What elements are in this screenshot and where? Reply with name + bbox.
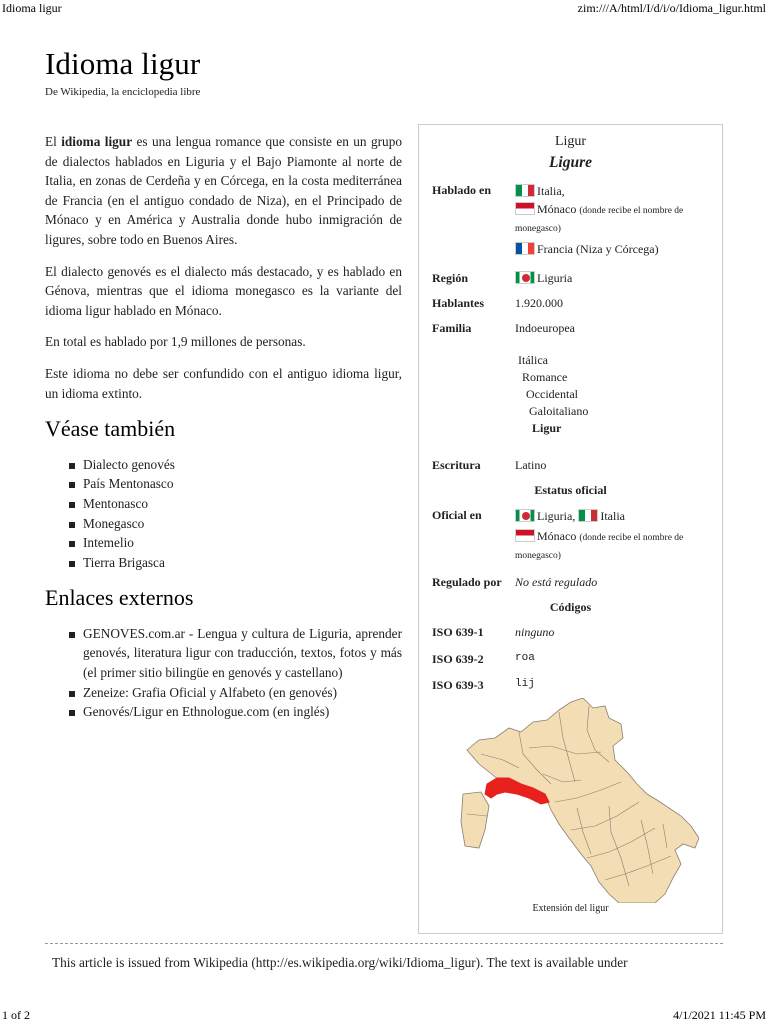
iso3-value[interactable]: lij	[515, 678, 535, 690]
family-label: Familia	[432, 321, 472, 335]
official-monaco[interactable]: Mónaco	[537, 529, 577, 543]
see-also-heading: Véase también	[45, 416, 176, 442]
region-label: Región	[432, 271, 468, 285]
map-caption: Extensión del ligur	[532, 903, 609, 914]
speakers-paragraph: En total es hablado por 1,9 millones de personas.	[45, 334, 306, 350]
spoken-in-monaco[interactable]: Mónaco	[537, 202, 577, 216]
lineage-romance[interactable]: Romance	[522, 370, 568, 384]
liguria-flag-icon	[515, 271, 535, 284]
official-in-value	[515, 508, 715, 564]
official-in-label: Oficial en	[432, 508, 482, 522]
liguria-map-image[interactable]	[459, 698, 699, 903]
official-italy[interactable]: Italia	[600, 509, 625, 523]
print-footer-datetime: 4/1/2021 11:45 PM	[673, 1008, 766, 1022]
spoken-in-monaco-note: (donde recibe el nombre de monegasco)	[515, 206, 684, 234]
iso1-label[interactable]: ISO 639-1	[432, 625, 484, 639]
print-footer-page: 1 of 2	[2, 1008, 30, 1022]
see-also-link[interactable]: Intemelio	[69, 533, 402, 553]
dialect-paragraph: El dialecto genovés es el dialecto más destacado, y es hablado en Génova, mientras que el idioma monegasco es la variante del idioma ligur hablado en Mónaco.	[45, 263, 402, 318]
infobox-native-name: Ligure	[548, 154, 593, 171]
monaco-flag-icon	[515, 529, 535, 542]
lineage-self: Ligur	[532, 421, 562, 435]
france-flag-icon	[515, 242, 535, 255]
italy-flag-icon	[578, 509, 598, 522]
external-link[interactable]: Zeneize: Grafia Oficial y Alfabeto (en genovés)	[69, 683, 402, 703]
iso2-label[interactable]: ISO 639-2	[432, 652, 484, 666]
official-monaco-note: (donde recibe el nombre de monegasco)	[515, 533, 684, 561]
see-also-link[interactable]: Dialecto genovés	[69, 455, 402, 475]
attribution-note: This article is issued from Wikipedia (http://es.wikipedia.org/wiki/Idioma_ligur). The text is available under	[52, 955, 628, 970]
lineage-italic[interactable]: Itálica	[518, 353, 548, 367]
intro-text-pre: El	[45, 134, 62, 149]
family-value[interactable]: Indoeuropea	[515, 321, 575, 335]
lineage-gallo-italic[interactable]: Galoitaliano	[529, 404, 589, 418]
spoken-in-label: Hablado en	[432, 183, 492, 197]
intro-bold-term: idioma ligur	[61, 134, 133, 149]
iso2-value[interactable]: roa	[515, 652, 535, 664]
external-links-heading: Enlaces externos	[45, 585, 194, 611]
see-also-link[interactable]: Monegasco	[69, 514, 402, 534]
see-also-link[interactable]: Tierra Brigasca	[69, 553, 402, 573]
print-header-title: Idioma ligur	[2, 1, 62, 15]
external-link[interactable]: Genovés/Ligur en Ethnologue.com (en inglés)	[69, 702, 402, 722]
disambiguation-paragraph: Este idioma no debe ser confundido con el antiguo idioma ligur, un idioma extinto.	[45, 365, 402, 401]
infobox-title: Ligur	[554, 134, 587, 149]
regulated-label: Regulado por	[432, 575, 502, 589]
region-value	[515, 271, 572, 286]
external-links-list	[69, 624, 402, 722]
footer-divider	[45, 943, 723, 944]
intro-paragraph	[45, 132, 402, 250]
monaco-flag-icon	[515, 202, 535, 215]
language-infobox	[418, 124, 723, 934]
speakers-value: 1.920.000	[515, 296, 563, 310]
intro-text-post: es una lengua romance que consiste en un grupo de dialectos hablados en Liguria y el Bajo Piamonte al norte de Italia, en zonas de Cerdeña y en Córcega, en la costa mediterránea de Francia (en el antiguo condado de Niza), en el Principado de Mónaco y en América y Australia donde hubo inmigración de ligures, sobre todo en Buenos Aires.	[45, 134, 402, 247]
article-content	[45, 132, 402, 736]
official-liguria[interactable]: Liguria,	[537, 509, 576, 523]
see-also-link[interactable]: País Mentonasco	[69, 474, 402, 494]
official-status-heading: Estatus oficial	[534, 483, 607, 497]
spoken-in-italy[interactable]: Italia,	[537, 184, 565, 198]
liguria-flag-icon	[515, 509, 535, 522]
regulated-value: No está regulado	[515, 575, 598, 589]
iso3-label[interactable]: ISO 639-3	[432, 678, 484, 692]
print-header-url: zim:///A/html/I/d/i/o/Idioma_ligur.html	[577, 1, 766, 15]
page-title: Idioma ligur	[45, 46, 201, 81]
lineage-western[interactable]: Occidental	[526, 387, 578, 401]
see-also-list	[69, 455, 402, 573]
spoken-in-france[interactable]: Francia (Niza y Córcega)	[537, 242, 659, 256]
codes-heading: Códigos	[549, 600, 592, 614]
italy-flag-icon	[515, 184, 535, 197]
see-also-link[interactable]: Mentonasco	[69, 494, 402, 514]
script-label: Escritura	[432, 458, 481, 472]
speakers-label: Hablantes	[432, 296, 485, 310]
page-tagline: De Wikipedia, la enciclopedia libre	[45, 86, 201, 98]
iso1-value: ninguno	[515, 625, 555, 639]
region-liguria[interactable]: Liguria	[537, 271, 573, 285]
spoken-in-value	[515, 183, 715, 257]
external-link[interactable]: GENOVES.com.ar - Lengua y cultura de Liguria, aprender genovés, literatura ligur con traducción, textos, fotos y más (el primer sitio bilingüe en genovés y castellano)	[69, 624, 402, 683]
script-value[interactable]: Latino	[515, 458, 547, 472]
